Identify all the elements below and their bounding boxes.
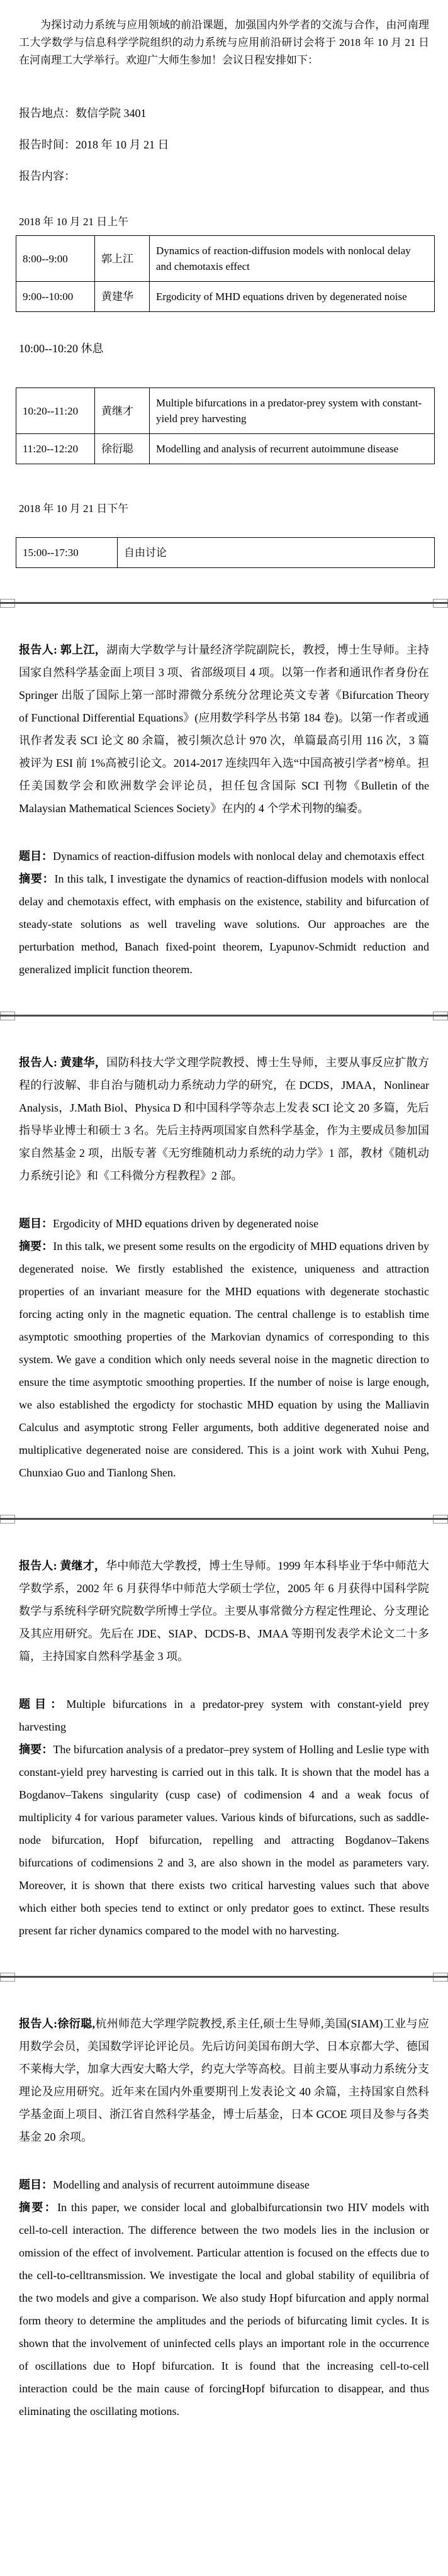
abstract-text: In this paper, we consider local and globalbifurcationsin two HIV models with cell-to-cell interaction. The difference between the two models lies in the inclusion or omission of the effect of involvement. Particular attention is focused on the effects due to the cell-to-celltransmission. We investigate the local and global stability of equilibria of the two models and give a comparison. We also study Hopf bifurcation and apply normal form theory to determine the amplitudes and the periods of bifurcating limit cycles. It is shown that the involvement of uninfected cells plays an important role in the occurrence of oscillations due to Hopf bifurcation. It is found that the increasing cell-to-cell interaction could be the main cause of forcingHopf bifurcation to disappear, and thus eliminating the oscillating motions. [19, 2201, 429, 2417]
speaker-bio-text: 杭州师范大学理学院教授,系主任,硕士生导师,美国(SIAM)工业与应用数学会员，美国数学评论评论员。先后访问美国布朗大学、日本京都大学、德国不莱梅大学，加拿大西安大略大学，约克大学等高校。目前主要从事动力系统分支理论及应用研究。近年来在国内外重要期刊上发表论文 40 余篇，主持国家自然科学基金面上项目、浙江省自然科学基金，博士后基金，日本 GCOE 项目及参与各类基金 20 余项。 [19, 2017, 429, 2143]
speaker-bio-text: 国防科技大学文理学院教授、博士生导师，主要从事反应扩散方程的行波解、非自治与随机动力系统动力学的研究，在 DCDS，JMAA，Nonlinear Analysis，J.Math Biol、Physica D 和中国科学等杂志上发表 SCI 论文 20 多篇，先后指导毕业博士和硕士 3 名。先后主持两项国家自然科学基金，作为主要成员参加国家自然基金 2 项，出版专著《无穷维随机动力系统的动力学》1 部，教材《随机动力系统引论》和《工科微分方程教程》2 部。 [19, 1056, 429, 1182]
speaker-label: 报告人:徐衍聪, [19, 2017, 96, 2030]
speaker-section-guo [19, 638, 429, 981]
speaker-section-huang-jicai [19, 1554, 429, 1942]
speaker-bio-text: 华中师范大学教授，博士生导师。1999 年本科毕业于华中师范大学数学系，2002 年 6 月获得华中师范大学硕士学位，2005 年 6 月获得中国科学院数学与系统科学研究院数学所博士学位。主要从事常微分方程定性理论、分支理论及其应用研究。先后在 JDE、SIAP、DCDS-B、JMAA 等期刊发表学术论文二十多篇，主持国家自然科学基金 3 项。 [19, 1559, 429, 1663]
abstract-label: 摘要： [19, 1743, 53, 1756]
abstract-text: In this talk, we present some results on the ergodicity of MHD equations driven by degenerated noise. We firstly established the existence, uniqueness and attraction properties of an invariant measure for the MHD equations with degenerate stochastic forcing acting only in the magnetic equation. The central challenge is to establish time asymptotic smoothing properties of the Markovian dynamics of corresponding to this system. We gave a condition which only needs several noise in the magnetic direction to ensure the time asymptotic smoothing properties. If the number of noise is large enough, we also established the ergodicty for stochastic MHD equation by using the Malliavin Calculus and asymptotic strong Feller arguments, both additive degenerated noise and multiplicative degenerated noise are considered. This is a joint work with Xuhui Peng, Chunxiao Guo and Tianlong Shen. [19, 1240, 429, 1479]
talk-title [19, 845, 429, 867]
talk-title-text: Ergodicity of MHD equations driven by degenerated noise [53, 1217, 319, 1230]
talk-abstract [19, 1235, 429, 1484]
report-time-line: 报告时间：2018 年 10 月 21 日 [19, 138, 169, 151]
speaker-section-xu [19, 2012, 429, 2423]
talk-title-text: Modelling and analysis of recurrent autoimmune disease [53, 2178, 310, 2191]
report-content-label: 报告内容： [19, 170, 76, 182]
schedule-table-late-morning [16, 388, 435, 464]
table-row [16, 236, 435, 282]
abstract-text: The bifurcation analysis of a predator–prey system of Holling and Leslie type with constant-yield prey harvesting is carried out in this talk. It is shown that the model has a Bogdanov–Takens singularity (cusp case) of codimension 4 and a weak focus of multiplicity 4 for various parameter values. Various kinds of bifurcations, such as saddle-node bifurcation, Hopf bifurcation, repelling and attracting Bogdanov–Takens bifurcations of codimensions 2 and 3, are also shown in the model as parameters vary. Moreover, it is shown that there exists two critical harvesting values such that above which either both species tend to extinct or only predator goes to extinct. These results present far richer dynamics compared to the model with no harvesting. [19, 1743, 429, 1937]
speaker-cell: 徐衍聪 [95, 434, 150, 464]
table-row [16, 538, 435, 568]
speaker-label: 报告人: 黄继才， [19, 1559, 106, 1572]
divider-line [0, 1976, 448, 1978]
page-break-divider [0, 1972, 448, 1982]
title-label: 题目： [19, 1698, 67, 1710]
talk-title-cell: Ergodicity of MHD equations driven by degenerated noise [150, 282, 435, 312]
activity-cell: 自由讨论 [118, 538, 435, 568]
page-break-divider [0, 1514, 448, 1524]
talk-abstract [19, 2196, 429, 2423]
page-break-divider [0, 598, 448, 608]
page-break-divider [0, 1011, 448, 1021]
time-cell: 9:00--10:00 [16, 282, 95, 312]
schedule-table-morning [16, 235, 435, 312]
talk-title-cell: Multiple bifurcations in a predator-prey system with constant-yield prey harvesting [150, 388, 435, 434]
speaker-bio [19, 1051, 429, 1187]
abstract-label: 摘要： [19, 873, 55, 885]
speaker-label: 报告人: 郭上江， [19, 644, 107, 656]
break-note: 10:00--10:20 休息 [19, 342, 104, 355]
speaker-bio [19, 638, 429, 820]
time-cell: 11:20--12:20 [16, 434, 95, 464]
speaker-bio [19, 1554, 429, 1668]
talk-title-text: Dynamics of reaction-diffusion models with nonlocal delay and chemotaxis effect [53, 850, 425, 862]
title-label: 题目： [19, 1217, 53, 1230]
abstract-label: 摘要： [19, 1240, 53, 1252]
talk-title [19, 2173, 429, 2196]
talk-title-cell: Dynamics of reaction-diffusion models with nonlocal delay and chemotaxis effect [150, 236, 435, 282]
table-row [16, 282, 435, 312]
title-label: 题目： [19, 850, 53, 862]
talk-abstract [19, 1738, 429, 1942]
divider-line [0, 1518, 448, 1520]
divider-line [0, 602, 448, 604]
title-label: 题目： [19, 2178, 53, 2191]
report-location-line: 报告地点：数信学院 3401 [19, 107, 147, 120]
talk-title-text: Multiple bifurcations in a predator-prey system with constant-yield prey harvesting [19, 1698, 429, 1733]
divider-line [0, 1015, 448, 1017]
speaker-bio-text: 湖南大学数学与计量经济学院副院长，教授，博士生导师。主持国家自然科学基金面上项目 3 项、省部级项目 4 项。以第一作者和通讯作者身份在 Springer 出版了国际上第一部时滞微分系统分岔理论英文专著《Bifurcation Theory of Functional Differential Equations》(应用数学科学丛书第 184 卷)。以第一作者或通讯作者发表 SCI 论文 80 余篇，被引频次总计 970 次，单篇最高引用 116 次，3 篇被评为 ESI 前 1%高被引论文。2014-2017 连续四年入选“中国高被引学者”榜单。担任美国数学会和欧洲数学会评论员，担任包含国际 SCI 刊物《Bulletin of the Malaysian Mathematical Sciences Society》在内的 4 个学术刊物的编委。 [19, 644, 429, 815]
talk-title-cell: Modelling and analysis of recurrent autoimmune disease [150, 434, 435, 464]
speaker-cell: 郭上江 [95, 236, 150, 282]
intro-paragraph: 为探讨动力系统与应用领域的前沿课题，加强国内外学者的交流与合作，由河南理工大学数学与信息科学学院组织的动力系统与应用前沿研讨会将于 2018 年 10 月 21 日在河南理工大学举行。欢迎广大师生参加！会议日程安排如下： [19, 19, 429, 66]
talk-title [19, 1212, 429, 1235]
abstract-text: In this talk, I investigate the dynamics of reaction-diffusion models with nonlocal delay and chemotaxis effect, with emphasis on the existence, stability and bifurcation of steady-state solutions as well traveling wave solutions. Our approaches are the perturbation method, Banach fixed-point theorem, Lyapunov-Schmidt reduction and generalized implicit function theorem. [19, 873, 430, 976]
talk-abstract [19, 867, 429, 981]
time-cell: 10:20--11:20 [16, 388, 95, 434]
speaker-label: 报告人: 黄建华， [19, 1056, 107, 1069]
speaker-section-huang-jianhua [19, 1051, 429, 1484]
speaker-cell: 黄建华 [95, 282, 150, 312]
table-row [16, 388, 435, 434]
schedule-table-afternoon [16, 537, 435, 568]
schedule-morning-title: 2018 年 10 月 21 日上午 [19, 216, 129, 228]
speaker-cell: 黄继才 [95, 388, 150, 434]
speaker-bio [19, 2012, 429, 2148]
abstract-label: 摘要： [19, 2201, 58, 2214]
time-cell: 15:00--17:30 [16, 538, 118, 568]
schedule-afternoon-title: 2018 年 10 月 21 日下午 [19, 503, 129, 515]
table-row [16, 434, 435, 464]
time-cell: 8:00--9:00 [16, 236, 95, 282]
talk-title [19, 1693, 429, 1738]
